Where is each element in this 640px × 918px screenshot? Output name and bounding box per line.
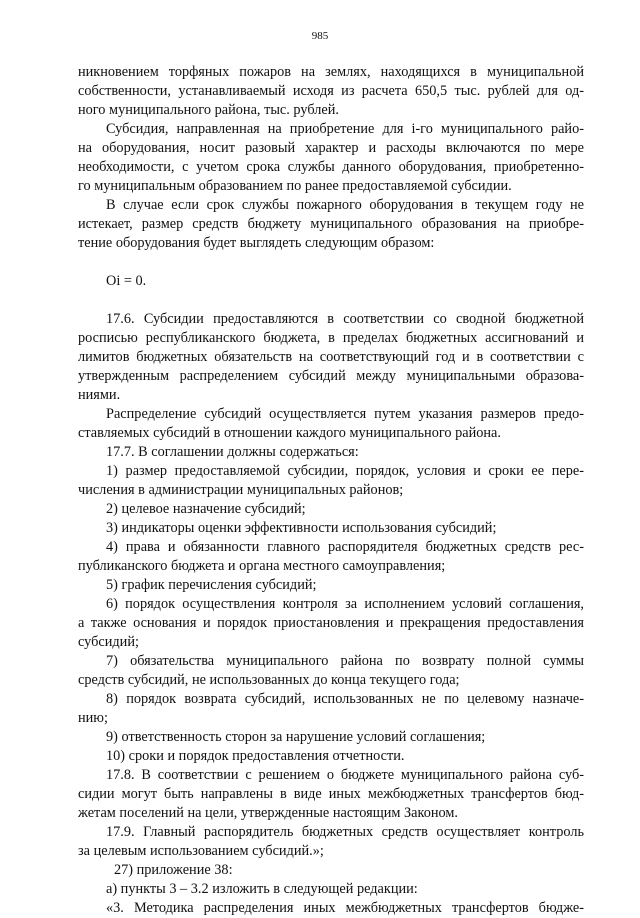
text-line: 2) целевое назначение субсидий; (106, 501, 306, 517)
text-line: сидии могут быть направлены в виде иных межбюджетных трансфертов бюд- (78, 786, 584, 802)
text-line: 17.7. В соглашении должны содержаться: (106, 444, 359, 460)
text-line: за целевым использованием субсидий.»; (78, 843, 324, 859)
text-line: 7) обязательства муниципального района по возврату полной суммы (106, 653, 584, 669)
text-line: числения в администрации муниципальных районов; (78, 482, 404, 498)
text-line: нию; (78, 710, 108, 726)
text-line: тение оборудования будет выглядеть следующим образом: (78, 235, 435, 251)
text-line: истекает, размер средств бюджету муниципального образования на приобре- (78, 216, 584, 232)
text-line: а) пункты 3 – 3.2 изложить в следующей редакции: (106, 881, 418, 897)
text-line: 1) размер предоставляемой субсидии, порядок, условия и сроки ее пере- (106, 463, 584, 479)
text-line: 9) ответственность сторон за нарушение условий соглашения; (106, 729, 486, 745)
text-line: росписью республиканского бюджета, в пределах бюджетных ассигнований и (78, 330, 584, 346)
text-line: ного муниципального района, тыс. рублей. (78, 102, 339, 118)
text-line: никновением торфяных пожаров на землях, находящихся в муниципальной (78, 64, 584, 80)
text-line: на оборудования, носит разовый характер и расходы включаются по мере (78, 140, 584, 156)
text-line: го муниципальным образованием по ранее предоставляемой субсидии. (78, 178, 512, 194)
text-line: 17.9. Главный распорядитель бюджетных средств осуществляет контроль (106, 824, 584, 840)
text-line: средств субсидий, не использованных до конца текущего года; (78, 672, 460, 688)
text-line: 10) сроки и порядок предоставления отчетности. (106, 748, 405, 764)
blank-line (78, 291, 584, 310)
text-line: публиканского бюджета и органа местного самоуправления; (78, 558, 446, 574)
text-line: 27) приложение 38: (114, 862, 233, 878)
text-line: 6) порядок осуществления контроля за исполнением условий соглашения, (106, 596, 584, 612)
text-line: 5) график перечисления субсидий; (106, 577, 317, 593)
page-number: 985 (311, 30, 329, 42)
text-line: 4) права и обязанности главного распорядителя бюджетных средств рес- (106, 539, 584, 555)
text-line: ниями. (78, 387, 121, 403)
text-line: 8) порядок возврата субсидий, использованных не по целевому назначе- (106, 691, 584, 707)
text-line: необходимости, с учетом срока службы данного оборудования, приобретенно- (78, 159, 584, 175)
text-line: Субсидия, направленная на приобретение для i-го муниципального райо- (106, 121, 584, 137)
text-line: утвержденным распределением субсидий между муниципальными образова- (78, 368, 584, 384)
document-body (78, 63, 584, 918)
text-line: 17.6. Субсидии предоставляются в соответствии со сводной бюджетной (106, 311, 584, 327)
text-line: 3) индикаторы оценки эффективности использования субсидий; (106, 520, 497, 536)
text-line: Распределение субсидий осуществляется путем указания размеров предо- (106, 406, 584, 422)
text-line: 17.8. В соответствии с решением о бюджете муниципального района суб- (106, 767, 584, 783)
text-line: субсидий; (78, 634, 139, 650)
text-line: Оi = 0. (106, 273, 147, 289)
text-line: В случае если срок службы пожарного оборудования в текущем году не (106, 197, 584, 213)
text-line: а также основания и порядок приостановления и прекращения предоставления (78, 615, 584, 631)
text-line: «3. Методика распределения иных межбюджетных трансфертов бюдже- (106, 900, 584, 916)
text-line: собственности, устанавливаемый исходя из расчета 650,5 тыс. рублей для од- (78, 83, 584, 99)
blank-line (78, 253, 584, 272)
text-line: жетам поселений на цели, утвержденные настоящим Законом. (78, 805, 458, 821)
text-line: ставляемых субсидий в отношении каждого муниципального района. (78, 425, 501, 441)
text-line: лимитов бюджетных обязательств на соответствующий год и в соответствии с (78, 349, 584, 365)
